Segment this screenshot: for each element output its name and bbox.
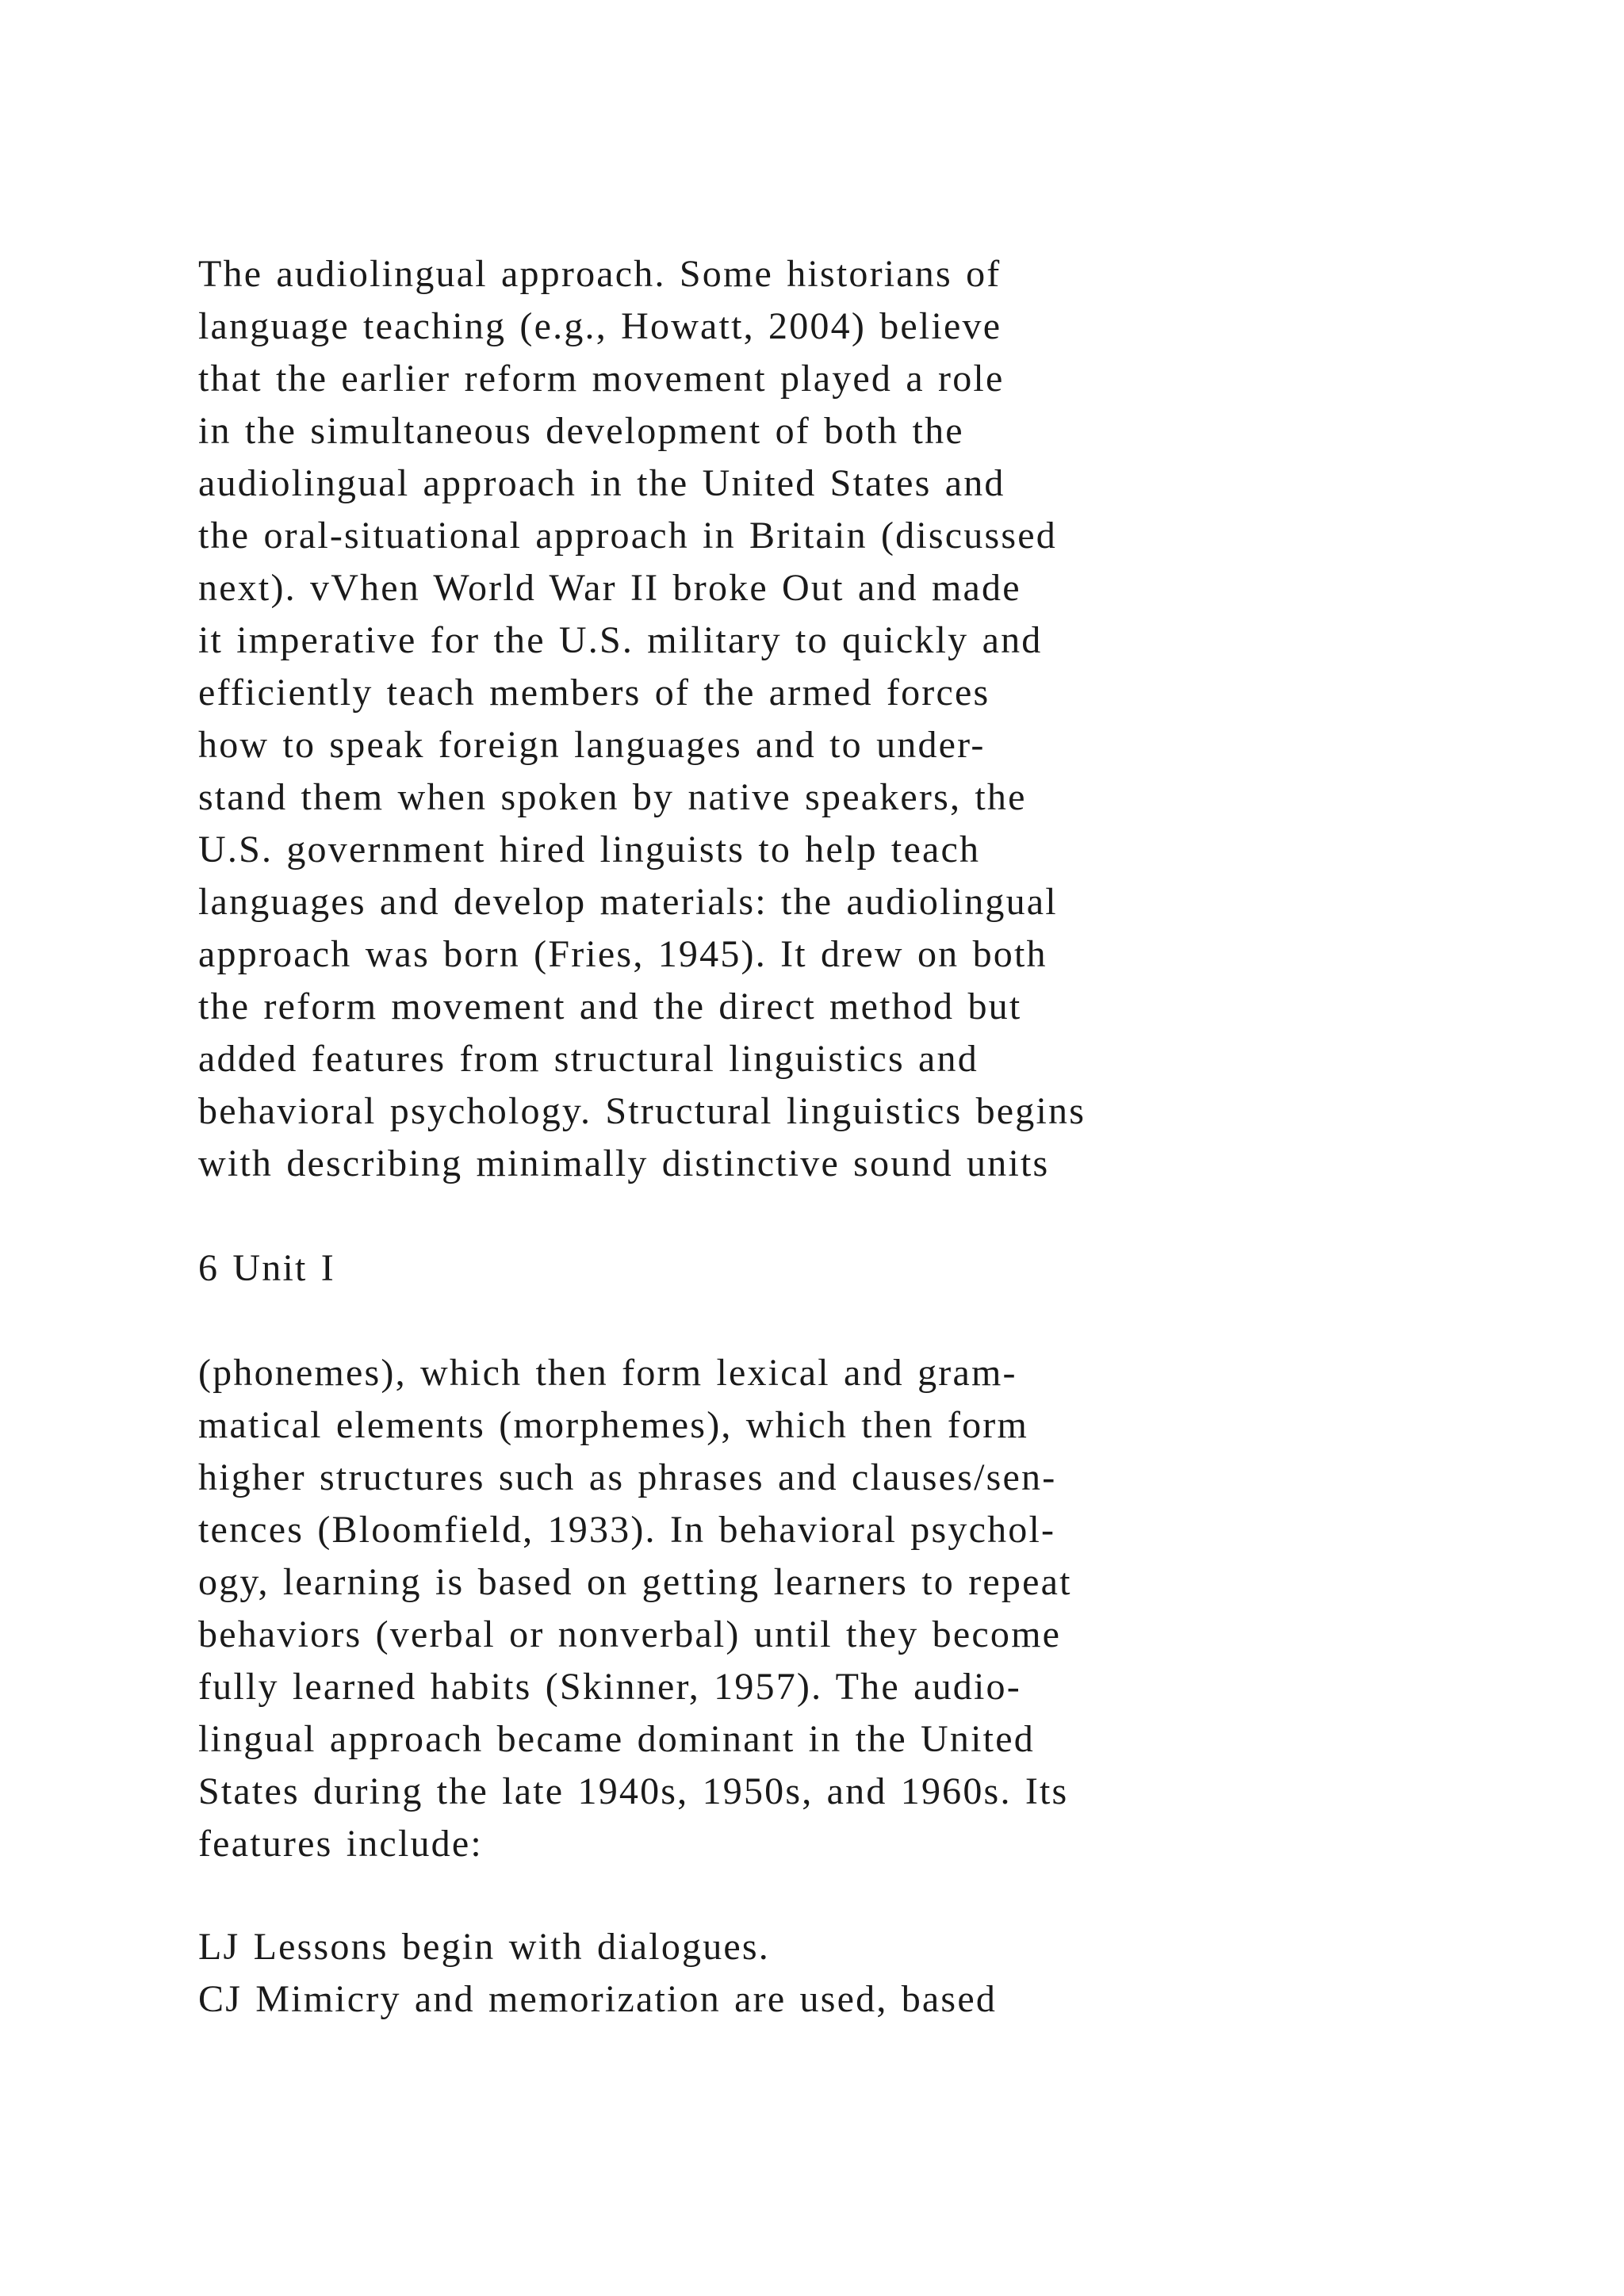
- paragraph-audiolingual-intro: [198, 248, 1086, 1190]
- text-line: in the simultaneous development of both the: [198, 410, 964, 452]
- features-list: [198, 1921, 997, 2026]
- text-line: it imperative for the U.S. military to quickly and: [198, 619, 1043, 661]
- page-footer: [198, 1242, 335, 1295]
- text-line: languages and develop materials: the audiolingual: [198, 881, 1058, 923]
- text-line: how to speak foreign languages and to under-: [198, 724, 986, 766]
- text-line: added features from structural linguistics and: [198, 1038, 979, 1080]
- text-line: lingual approach became dominant in the United: [198, 1718, 1035, 1760]
- text-line: efficiently teach members of the armed forces: [198, 672, 990, 714]
- text-line: behavioral psychology. Structural linguistics begins: [198, 1090, 1086, 1132]
- text-line: The audiolingual approach. Some historians of: [198, 253, 1002, 295]
- list-item: CJ Mimicry and memorization are used, based: [198, 1978, 998, 2020]
- text-line: approach was born (Fries, 1945). It drew on both: [198, 933, 1048, 975]
- text-line: the oral-situational approach in Britain (discussed: [198, 515, 1057, 557]
- text-line: higher structures such as phrases and clauses/sen-: [198, 1456, 1057, 1498]
- text-line: that the earlier reform movement played a role: [198, 358, 1005, 400]
- text-line: States during the late 1940s, 1950s, and 1960s. Its: [198, 1770, 1069, 1812]
- text-line: the reform movement and the direct method but: [198, 985, 1022, 1027]
- text-line: with describing minimally distinctive sound units: [198, 1142, 1050, 1184]
- text-line: matical elements (morphemes), which then form: [198, 1404, 1029, 1446]
- text-line: (phonemes), which then form lexical and gram-: [198, 1352, 1017, 1394]
- text-line: stand them when spoken by native speakers, the: [198, 776, 1027, 818]
- list-item: LJ Lessons begin with dialogues.: [198, 1926, 771, 1968]
- page-number-label: 6 Unit I: [198, 1247, 335, 1289]
- text-line: audiolingual approach in the United States and: [198, 462, 1005, 504]
- paragraph-audiolingual-continued: [198, 1347, 1072, 1870]
- text-line: next). vVhen World War II broke Out and made: [198, 567, 1021, 609]
- text-line: U.S. government hired linguists to help teach: [198, 828, 981, 871]
- text-line: ogy, learning is based on getting learners to repeat: [198, 1561, 1072, 1603]
- text-line: tences (Bloomfield, 1933). In behavioral psychol-: [198, 1509, 1056, 1551]
- text-line: features include:: [198, 1823, 483, 1865]
- text-line: language teaching (e.g., Howatt, 2004) believe: [198, 305, 1002, 347]
- text-line: fully learned habits (Skinner, 1957). The audio-: [198, 1666, 1021, 1708]
- text-line: behaviors (verbal or nonverbal) until they become: [198, 1613, 1062, 1655]
